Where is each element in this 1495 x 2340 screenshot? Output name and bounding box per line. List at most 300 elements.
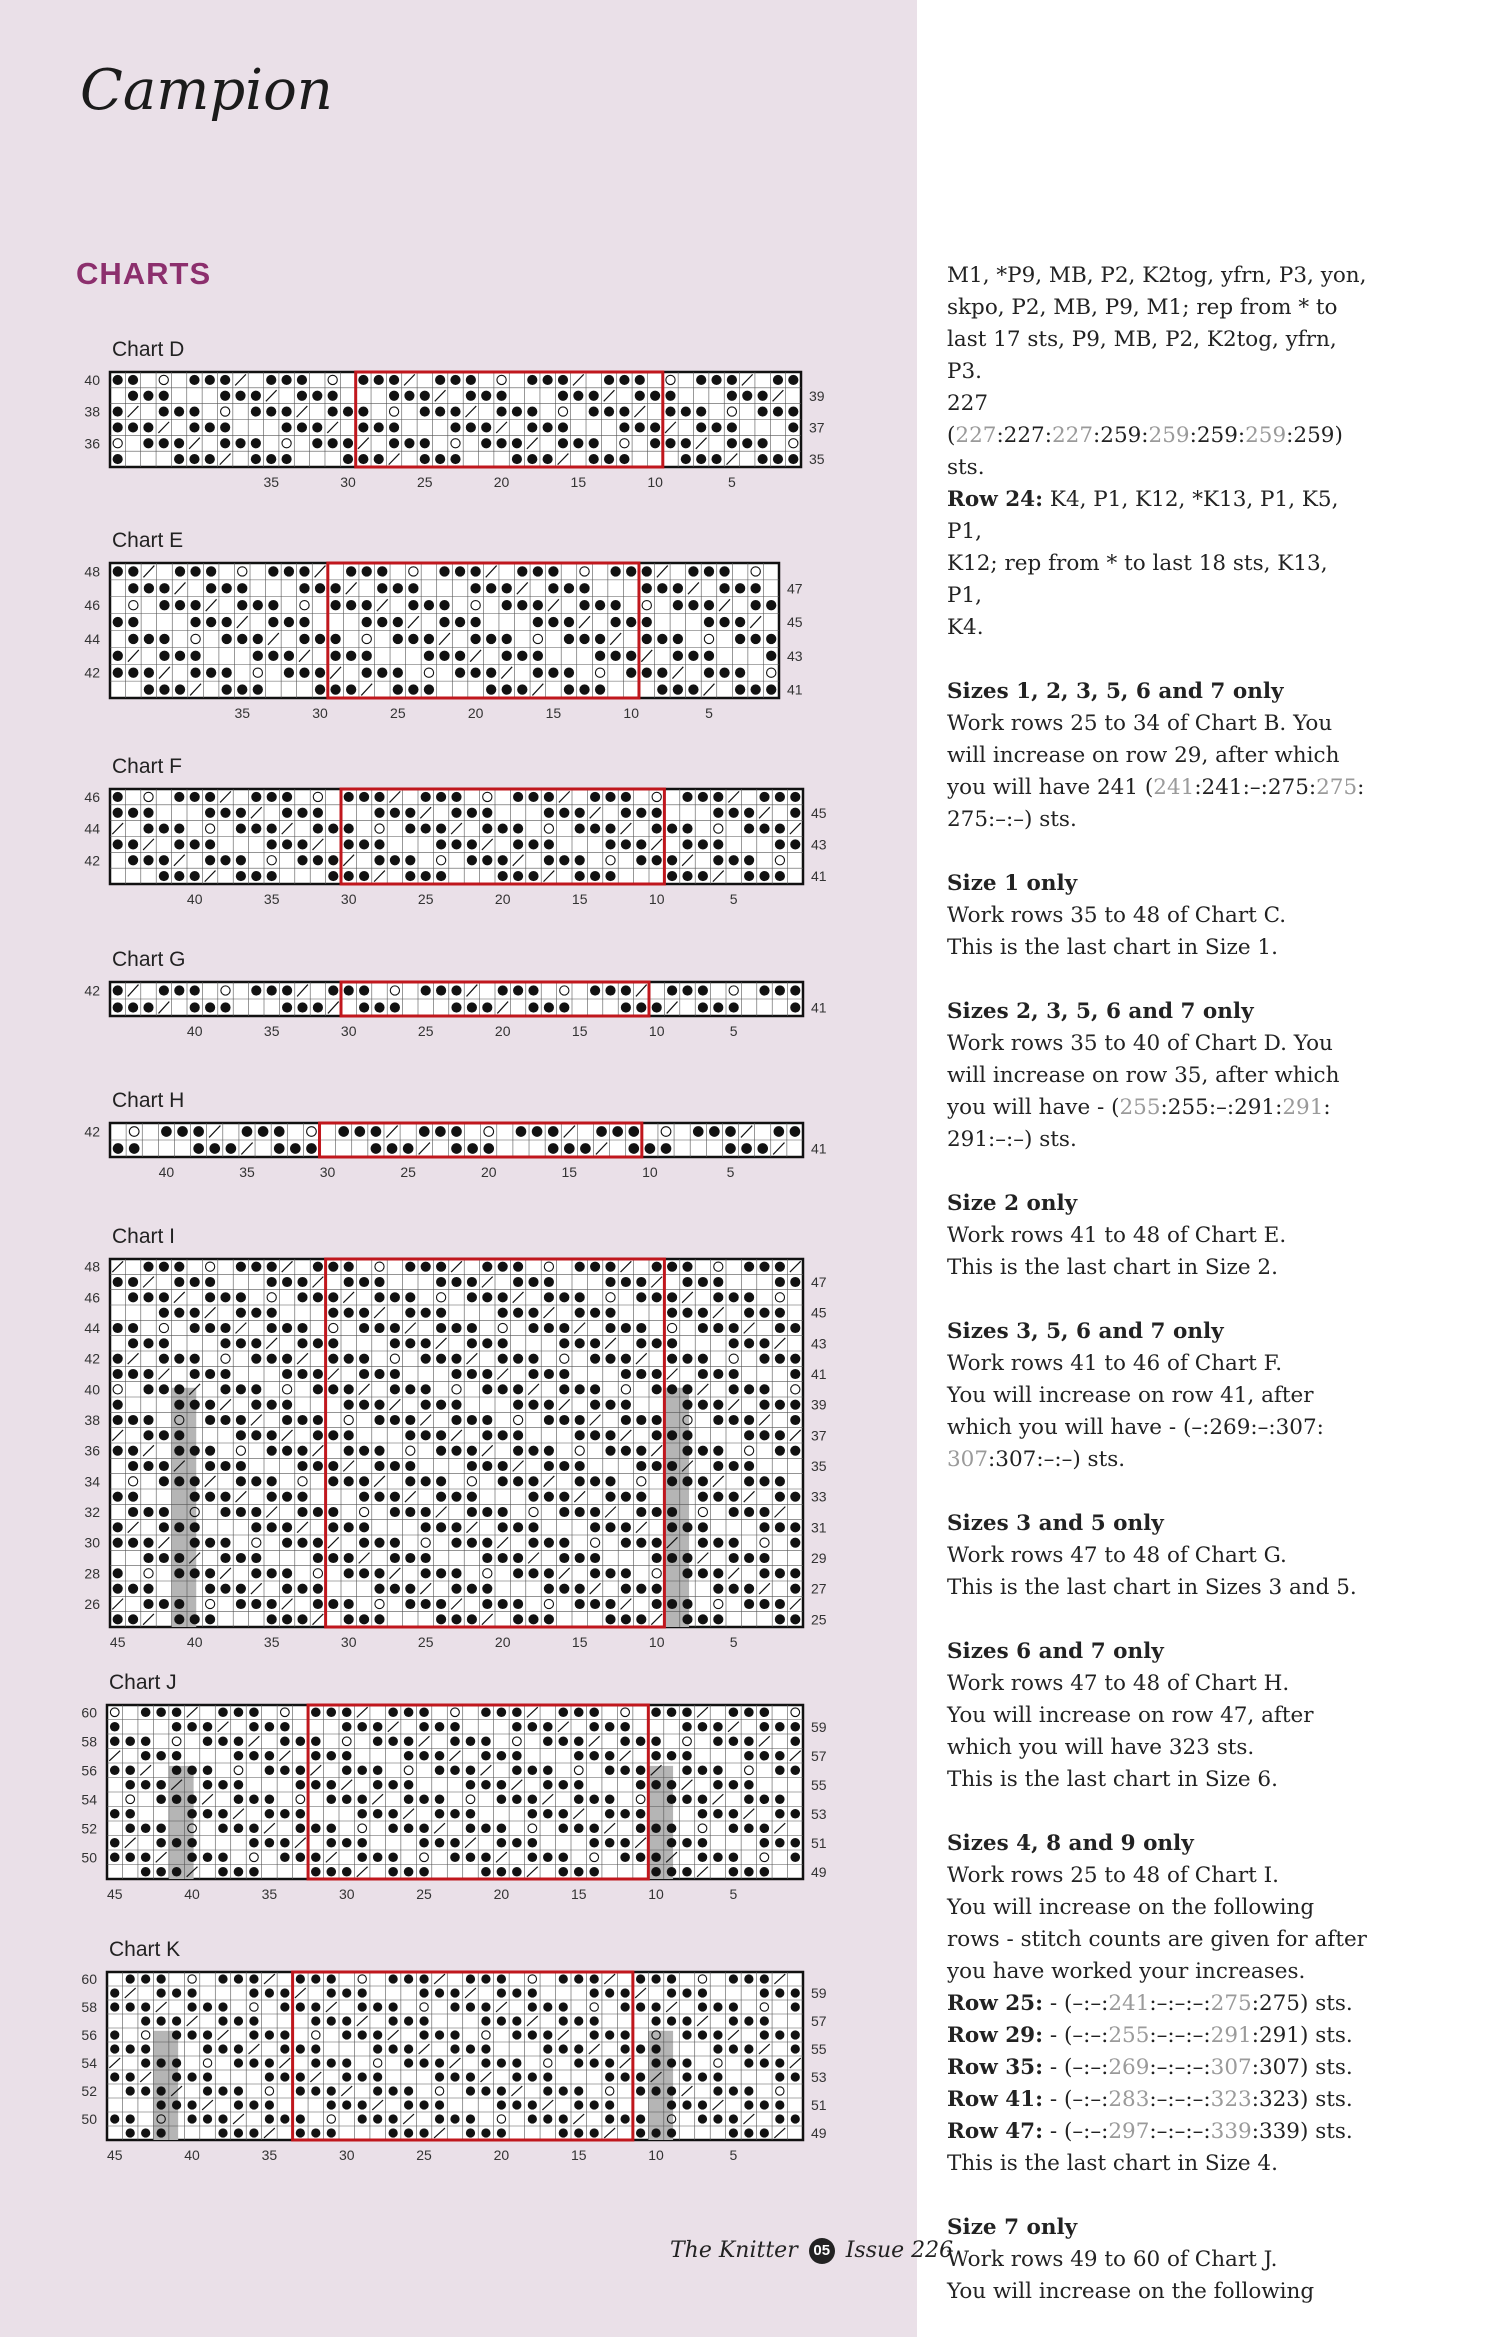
purl-dot xyxy=(481,1974,490,1983)
purl-dot xyxy=(667,1430,677,1440)
purl-dot xyxy=(174,1446,184,1456)
purl-dot xyxy=(393,617,403,627)
purl-dot xyxy=(424,651,434,661)
purl-dot xyxy=(775,1262,785,1272)
purl-dot xyxy=(113,1568,123,1578)
purl-dot xyxy=(435,1751,445,1761)
purl-dot xyxy=(790,1614,800,1624)
purl-dot xyxy=(470,566,480,576)
purl-dot xyxy=(362,668,372,678)
purl-dot xyxy=(389,1974,398,1983)
purl-dot xyxy=(626,668,636,678)
purl-dot xyxy=(143,1599,153,1609)
purl-dot xyxy=(420,454,430,464)
purl-dot xyxy=(651,1707,661,1717)
purl-dot xyxy=(496,407,506,417)
purl-dot xyxy=(390,855,400,865)
purl-dot xyxy=(421,871,431,881)
purl-dot xyxy=(267,1446,277,1456)
purl-dot xyxy=(729,2086,738,2095)
purl-dot xyxy=(558,1852,568,1862)
purl-dot xyxy=(580,1143,591,1154)
purl-dot xyxy=(760,2016,769,2025)
purl-dot xyxy=(574,2016,583,2025)
purl-dot xyxy=(575,1584,585,1594)
purl-dot xyxy=(528,2072,537,2081)
purl-dot xyxy=(682,1308,692,1318)
row-number-left: 30 xyxy=(84,1534,100,1551)
purl-dot xyxy=(713,1568,723,1578)
purl-dot xyxy=(205,839,215,849)
purl-dot xyxy=(713,1400,723,1410)
purl-dot xyxy=(436,1476,446,1486)
row-number-right: 41 xyxy=(787,681,803,698)
purl-dot xyxy=(773,375,783,385)
row-number-left: 42 xyxy=(84,982,100,999)
purl-dot xyxy=(388,1867,398,1877)
purl-dot xyxy=(282,1584,292,1594)
charts-heading: CHARTS xyxy=(76,256,212,291)
purl-dot xyxy=(249,2030,258,2039)
purl-dot xyxy=(143,1369,153,1379)
purl-dot xyxy=(249,1751,259,1761)
purl-dot xyxy=(619,407,629,417)
column-number: 5 xyxy=(729,891,738,907)
row-number-right: 57 xyxy=(811,2013,827,2029)
purl-dot xyxy=(218,2114,227,2123)
purl-dot xyxy=(665,391,675,401)
purl-dot xyxy=(451,1415,461,1425)
purl-dot xyxy=(729,2002,738,2011)
purl-dot xyxy=(344,1476,354,1486)
row-number-left: 50 xyxy=(81,1849,97,1866)
purl-dot xyxy=(590,792,600,802)
purl-dot xyxy=(435,1988,444,1997)
purl-dot xyxy=(667,1308,677,1318)
purl-dot xyxy=(141,1751,151,1761)
purl-dot xyxy=(311,1736,321,1746)
purl-dot xyxy=(667,1707,677,1717)
purl-dot xyxy=(682,1614,692,1624)
purl-dot xyxy=(667,855,677,865)
purl-dot xyxy=(759,1599,769,1609)
purl-dot xyxy=(751,600,761,610)
purl-dot xyxy=(296,1823,306,1833)
purl-dot xyxy=(242,1126,253,1137)
purl-dot xyxy=(311,2044,320,2053)
purl-dot xyxy=(713,1415,723,1425)
purl-dot xyxy=(543,2072,552,2081)
purl-dot xyxy=(193,1143,204,1154)
purl-dot xyxy=(203,1722,213,1732)
purl-dot xyxy=(729,2114,738,2123)
purl-dot xyxy=(373,1722,383,1732)
purl-dot xyxy=(296,2002,305,2011)
pattern-instructions xyxy=(947,260,1367,2340)
purl-dot xyxy=(744,1292,754,1302)
purl-dot xyxy=(157,2016,166,2025)
purl-dot xyxy=(481,2086,490,2095)
purl-dot xyxy=(559,1584,569,1594)
purl-dot xyxy=(713,1461,723,1471)
purl-dot xyxy=(405,871,415,881)
purl-dot xyxy=(282,422,292,432)
purl-dot xyxy=(744,1736,754,1746)
purl-dot xyxy=(251,1507,261,1517)
purl-dot xyxy=(282,1277,292,1287)
purl-dot xyxy=(128,1461,138,1471)
purl-dot xyxy=(513,1384,523,1394)
purl-dot xyxy=(265,2058,274,2067)
purl-dot xyxy=(141,1852,151,1862)
purl-dot xyxy=(297,391,307,401)
purl-dot xyxy=(209,1143,220,1154)
purl-dot xyxy=(775,2100,784,2109)
purl-dot xyxy=(528,1809,538,1819)
purl-dot xyxy=(790,985,800,995)
purl-dot xyxy=(284,668,294,678)
issue-number: Issue 226 xyxy=(845,2238,954,2263)
purl-dot xyxy=(605,1794,615,1804)
column-number: 40 xyxy=(186,1023,203,1039)
purl-dot xyxy=(775,1354,785,1364)
purl-dot xyxy=(357,1809,367,1819)
purl-dot xyxy=(652,1599,662,1609)
purl-dot xyxy=(574,2128,583,2137)
purl-dot xyxy=(727,375,737,385)
purl-dot xyxy=(190,1476,200,1486)
purl-dot xyxy=(682,792,692,802)
purl-dot xyxy=(729,1852,739,1862)
purl-dot xyxy=(297,808,307,818)
purl-dot xyxy=(564,668,574,678)
purl-dot xyxy=(419,1867,429,1877)
purl-dot xyxy=(113,1614,123,1624)
purl-dot xyxy=(579,684,589,694)
purl-dot xyxy=(159,1384,169,1394)
purl-dot xyxy=(374,1415,384,1425)
purl-dot xyxy=(790,1400,800,1410)
purl-dot xyxy=(667,2086,676,2095)
purl-dot xyxy=(713,1736,723,1746)
column-number: 20 xyxy=(494,1023,511,1039)
purl-dot xyxy=(190,1002,200,1012)
purl-dot xyxy=(713,1369,723,1379)
purl-dot xyxy=(297,1338,307,1348)
purl-dot xyxy=(727,391,737,401)
purl-dot xyxy=(435,2030,444,2039)
purl-dot xyxy=(313,855,323,865)
purl-dot xyxy=(328,1430,338,1440)
purl-dot xyxy=(713,1780,723,1790)
purl-dot xyxy=(729,1507,739,1517)
purl-dot xyxy=(220,375,230,385)
row-number-left: 42 xyxy=(84,664,100,681)
purl-dot xyxy=(621,1002,631,1012)
purl-dot xyxy=(374,1369,384,1379)
purl-dot xyxy=(128,1369,138,1379)
purl-dot xyxy=(548,617,558,627)
purl-dot xyxy=(344,1262,354,1272)
purl-dot xyxy=(590,1308,600,1318)
purl-dot xyxy=(574,1751,584,1761)
purl-dot xyxy=(527,407,537,417)
purl-dot xyxy=(713,1002,723,1012)
row-number-left: 56 xyxy=(81,2027,97,2043)
purl-dot xyxy=(190,566,200,576)
purl-dot xyxy=(282,375,292,385)
purl-dot xyxy=(251,407,261,417)
purl-dot xyxy=(125,1765,135,1775)
purl-dot xyxy=(374,1323,384,1333)
purl-dot xyxy=(744,1553,754,1563)
row-number-left: 58 xyxy=(81,1733,97,1750)
purl-dot xyxy=(467,1461,477,1471)
purl-dot xyxy=(338,1126,349,1137)
purl-dot xyxy=(220,1369,230,1379)
purl-dot xyxy=(282,1568,292,1578)
purl-dot xyxy=(512,1838,522,1848)
purl-dot xyxy=(374,454,384,464)
purl-dot xyxy=(559,1538,569,1548)
purl-dot xyxy=(605,1492,615,1502)
purl-dot xyxy=(435,2072,444,2081)
purl-dot xyxy=(513,839,523,849)
purl-dot xyxy=(251,1568,261,1578)
purl-dot xyxy=(590,2100,599,2109)
purl-dot xyxy=(128,566,138,576)
purl-dot xyxy=(205,1400,215,1410)
purl-dot xyxy=(297,1323,307,1333)
purl-dot xyxy=(621,2114,630,2123)
purl-dot xyxy=(621,2030,630,2039)
purl-dot xyxy=(636,2114,645,2123)
purl-dot xyxy=(665,438,675,448)
purl-dot xyxy=(645,1143,656,1154)
purl-dot xyxy=(543,375,553,385)
purl-dot xyxy=(558,1707,568,1717)
purl-dot xyxy=(311,2016,320,2025)
purl-dot xyxy=(725,1143,736,1154)
purl-dot xyxy=(419,1988,428,1997)
row-number-left: 58 xyxy=(81,1999,97,2015)
purl-dot xyxy=(450,407,460,417)
purl-dot xyxy=(373,2086,382,2095)
purl-dot xyxy=(790,1002,800,1012)
purl-dot xyxy=(113,454,123,464)
purl-dot xyxy=(652,1292,662,1302)
purl-dot xyxy=(328,438,338,448)
row-number-left: 36 xyxy=(84,435,100,452)
purl-dot xyxy=(174,1522,184,1532)
purl-dot xyxy=(528,1568,538,1578)
purl-dot xyxy=(626,617,636,627)
purl-dot xyxy=(205,422,215,432)
purl-dot xyxy=(439,566,449,576)
purl-dot xyxy=(486,684,496,694)
purl-dot xyxy=(497,1838,507,1848)
purl-dot xyxy=(636,1765,646,1775)
purl-dot xyxy=(620,1736,630,1746)
purl-dot xyxy=(528,871,538,881)
purl-dot xyxy=(253,684,263,694)
purl-dot xyxy=(605,2114,614,2123)
purl-dot xyxy=(713,792,723,802)
purl-dot xyxy=(482,1002,492,1012)
column-number: 15 xyxy=(570,1886,587,1902)
purl-dot xyxy=(544,1415,554,1425)
purl-dot xyxy=(315,583,325,593)
purl-dot xyxy=(421,1400,431,1410)
purl-dot xyxy=(315,668,325,678)
purl-dot xyxy=(636,2044,645,2053)
purl-dot xyxy=(143,438,153,448)
purl-dot xyxy=(605,2030,614,2039)
row-number-left: 60 xyxy=(81,1971,97,1987)
purl-dot xyxy=(681,407,691,417)
purl-dot xyxy=(143,1553,153,1563)
row-number-right: 41 xyxy=(811,1140,827,1157)
purl-dot xyxy=(451,1002,461,1012)
purl-dot xyxy=(636,1338,646,1348)
purl-dot xyxy=(481,1823,491,1833)
purl-dot xyxy=(735,634,745,644)
purl-dot xyxy=(157,2058,166,2067)
sizes-block: Size 7 only Work rows 49 to 60 of Chart J. You will increase on the following xyxy=(947,2215,1315,2304)
purl-dot xyxy=(249,1974,258,1983)
purl-dot xyxy=(311,2128,320,2137)
purl-dot xyxy=(313,1338,323,1348)
purl-dot xyxy=(144,634,154,644)
purl-dot xyxy=(467,1143,478,1154)
purl-dot xyxy=(595,600,605,610)
purl-dot xyxy=(408,684,418,694)
purl-dot xyxy=(373,1809,383,1819)
purl-dot xyxy=(128,1338,138,1348)
purl-dot xyxy=(704,651,714,661)
purl-dot xyxy=(651,2044,660,2053)
purl-dot xyxy=(605,1614,615,1624)
purl-dot xyxy=(498,1476,508,1486)
purl-dot xyxy=(605,1476,615,1486)
purl-dot xyxy=(665,407,675,417)
purl-dot xyxy=(682,1522,692,1532)
purl-dot xyxy=(218,1852,228,1862)
purl-dot xyxy=(636,1461,646,1471)
column-number: 20 xyxy=(494,891,511,907)
purl-dot xyxy=(652,1415,662,1425)
purl-dot xyxy=(652,1584,662,1594)
purl-dot xyxy=(605,1751,615,1761)
chart-grid xyxy=(68,1226,827,1650)
purl-dot xyxy=(113,1369,123,1379)
purl-dot xyxy=(744,1823,754,1833)
purl-dot xyxy=(126,2086,135,2095)
purl-dot xyxy=(419,1838,429,1848)
purl-dot xyxy=(344,1430,354,1440)
purl-dot xyxy=(328,1507,338,1517)
row-number-left: 40 xyxy=(84,371,100,388)
purl-dot xyxy=(251,1354,261,1364)
purl-dot xyxy=(713,808,723,818)
purl-dot xyxy=(513,1277,523,1287)
purl-dot xyxy=(589,454,599,464)
purl-dot xyxy=(388,1736,398,1746)
purl-dot xyxy=(187,1852,197,1862)
purl-dot xyxy=(682,1599,692,1609)
purl-dot xyxy=(543,2002,552,2011)
purl-dot xyxy=(742,438,752,448)
purl-dot xyxy=(605,1446,615,1456)
purl-dot xyxy=(652,1262,662,1272)
purl-dot xyxy=(113,1277,123,1287)
purl-dot xyxy=(129,1143,140,1154)
purl-dot xyxy=(760,1974,769,1983)
purl-dot xyxy=(326,1707,336,1717)
purl-dot xyxy=(704,566,714,576)
purl-dot xyxy=(174,438,184,448)
purl-dot xyxy=(141,2128,150,2137)
purl-dot xyxy=(110,2044,119,2053)
purl-dot xyxy=(377,566,387,576)
purl-dot xyxy=(682,985,692,995)
purl-dot xyxy=(159,1599,169,1609)
purl-dot xyxy=(389,391,399,401)
purl-dot xyxy=(344,1384,354,1394)
row-number-left: 52 xyxy=(81,2083,97,2099)
purl-dot xyxy=(126,1974,135,1983)
purl-dot xyxy=(467,1277,477,1287)
purl-dot xyxy=(636,855,646,865)
row-number-right: 57 xyxy=(811,1747,827,1764)
chart-label: Chart E xyxy=(112,529,184,552)
purl-dot xyxy=(189,375,199,385)
purl-dot xyxy=(408,583,418,593)
column-number: 45 xyxy=(109,1634,126,1650)
purl-dot xyxy=(496,391,506,401)
purl-dot xyxy=(760,1794,770,1804)
purl-dot xyxy=(404,2100,413,2109)
purl-dot xyxy=(590,1507,600,1517)
purl-dot xyxy=(311,1823,321,1833)
purl-dot xyxy=(220,808,230,818)
purl-dot xyxy=(390,1538,400,1548)
purl-dot xyxy=(299,566,309,576)
purl-dot xyxy=(220,1323,230,1333)
purl-dot xyxy=(667,1599,677,1609)
purl-dot xyxy=(575,824,585,834)
purl-dot xyxy=(636,1736,646,1746)
purl-dot xyxy=(328,1354,338,1364)
chart-label: Chart D xyxy=(112,338,185,361)
purl-dot xyxy=(389,438,399,448)
purl-dot xyxy=(713,1852,723,1862)
purl-dot xyxy=(543,1765,553,1775)
purl-dot xyxy=(729,808,739,818)
purl-dot xyxy=(652,824,662,834)
purl-dot xyxy=(439,617,449,627)
purl-dot xyxy=(159,684,169,694)
purl-dot xyxy=(558,1809,568,1819)
purl-dot xyxy=(513,1599,523,1609)
purl-dot xyxy=(128,1614,138,1624)
purl-dot xyxy=(251,1476,261,1486)
purl-dot xyxy=(236,1461,246,1471)
column-number: 15 xyxy=(571,891,588,907)
purl-dot xyxy=(512,2016,521,2025)
purl-dot xyxy=(759,1476,769,1486)
purl-dot xyxy=(144,668,154,678)
